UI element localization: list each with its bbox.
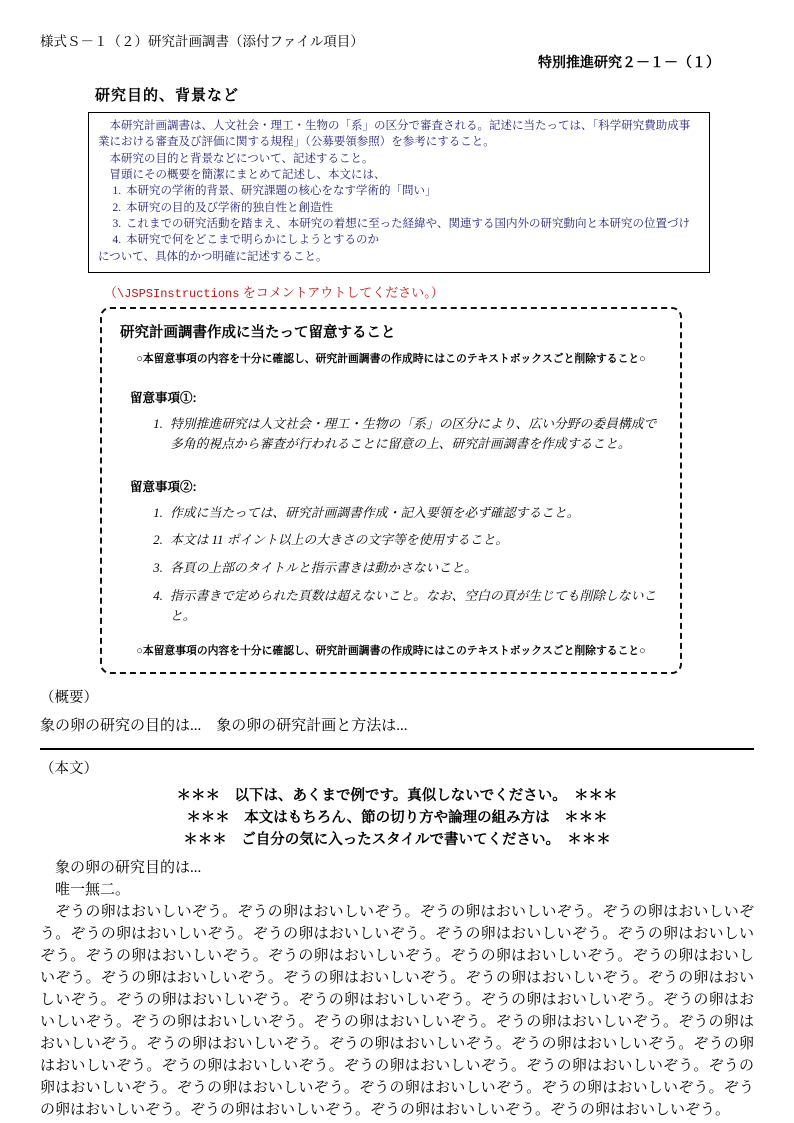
section-title: 研究目的、背景など xyxy=(95,87,240,104)
red-note-suffix: をコメントアウトしてください。） xyxy=(239,284,444,300)
example-note-line: ＊＊＊ 本文はもちろん、節の切り方や論理の組み方は ＊＊＊ xyxy=(186,809,608,826)
summary-text: 象の卵の研究の目的は... 象の卵の研究計画と方法は... xyxy=(40,717,408,734)
notice-confirm-bottom: ○本留意事項の内容を十分に確認し、研究計画調書の作成時にはこのテキストボックスごと削除すること○ xyxy=(136,644,646,657)
example-note-line: ＊＊＊ ご自分の気に入ったスタイルで書いてください。 ＊＊＊ xyxy=(183,831,611,848)
instruction-item: 3. これまでの研究活動を踏まえ、本研究の着想に至った経緯や、関連する国内外の研究動向と本研究の位置づけ xyxy=(124,216,700,232)
notice-item: 3. 各頁の上部のタイトルと指示書きは動かさないこと。 xyxy=(166,559,662,579)
form-number: 様式Ｓ－１（２）研究計画調書（添付ファイル項目） xyxy=(40,34,364,49)
instruction-outro: について、具体的かつ明確に記述すること。 xyxy=(98,250,328,263)
document-code: 特別推進研究２－１－（１） xyxy=(538,56,720,71)
notice-item: 2. 本文は 11 ポイント以上の大きさの文字等を使用すること。 xyxy=(166,531,662,551)
egg-paragraph: ぞうの卵はおいしいぞう。ぞうの卵はおいしいぞう。ぞうの卵はおいしいぞう。ぞうの卵はおいしいぞう。ぞうの卵はおいしいぞう。ぞうの卵はおいしいぞう。ぞうの卵はおいしいぞう。ぞうの卵はおいしいぞう。ぞうの卵はおいしいぞう。ぞうの卵はおいしいぞう。ぞうの卵はおいしいぞう。ぞうの卵はおいしいぞう。ぞうの卵はおいしいぞう。ぞうの卵はおいしいぞう。ぞうの卵はおいしいぞう。ぞうの卵はおいしいぞう。ぞうの卵はおいしいぞう。ぞうの卵はおいしいぞう。ぞうの卵はおいしいぞう。ぞうの卵はおいしいぞう。ぞうの卵はおいしいぞう。ぞうの卵はおいしいぞう。ぞうの卵はおいしいぞう。ぞうの卵はおいしいぞう。ぞうの卵はおいしいぞう。ぞうの卵はおいしいぞう。ぞうの卵はおいしいぞう。ぞうの卵はおいしいぞう。ぞうの卵はおいしいぞう。ぞうの卵はおいしいぞう。ぞうの卵はおいしいぞう。ぞうの卵はおいしいぞう。ぞうの卵はおいしいぞう。ぞうの卵はおいしいぞう。ぞうの卵はおいしいぞう。ぞうの卵はおいしいぞう。ぞうの卵はおいしいぞう。ぞうの卵はおいしいぞう。ぞうの卵はおいしいぞう。 xyxy=(40,903,754,1118)
body-unique-line: 唯一無二。 xyxy=(55,881,131,898)
summary-label: （概要） xyxy=(40,689,98,706)
notice-confirm-top: ○本留意事項の内容を十分に確認し、研究計画調書の作成時にはこのテキストボックスごと削除すること○ xyxy=(136,352,646,365)
notice-section2-list xyxy=(144,504,662,627)
notice-section1-label: 留意事項①: xyxy=(130,390,197,405)
section-divider xyxy=(40,748,754,750)
body-label: （本文） xyxy=(40,760,98,777)
notice-box xyxy=(100,307,682,674)
body-purpose-line: 象の卵の研究目的は... xyxy=(55,859,202,876)
instruction-item: 4. 本研究で何をどこまで明らかにしようとするのか xyxy=(124,232,700,248)
jsps-instructions-note xyxy=(104,282,754,301)
red-note-open-paren: （ xyxy=(104,284,118,300)
instruction-box xyxy=(88,112,710,273)
instruction-para-3: 冒頭にその概要を簡潔にまとめて記述し、本文には、 xyxy=(98,168,386,181)
instruction-para-1: 本研究計画調書は、人文社会・理工・生物の「系」の区分で審査される。記述に当たっては、「科学研究費助成事業における審査及び評価に関する規程」（公募要領参照）を参考にすること。 xyxy=(98,120,691,149)
jsps-macro-name: \JSPSInstructions xyxy=(117,286,240,301)
instruction-item-list xyxy=(102,183,700,248)
notice-box-title: 研究計画調書作成に当たって留意すること xyxy=(120,324,396,341)
notice-section1-list xyxy=(144,415,662,455)
instruction-item: 2. 本研究の目的及び学術的独自性と創造性 xyxy=(124,200,700,216)
instruction-item: 1. 本研究の学術的背景、研究課題の核心をなす学術的「問い」 xyxy=(124,183,700,199)
example-note-block xyxy=(40,785,754,851)
instruction-para-2: 本研究の目的と背景などについて、記述すること。 xyxy=(98,152,374,165)
example-note-line: ＊＊＊ 以下は、あくまで例です。真似しないでください。 ＊＊＊ xyxy=(176,787,618,804)
notice-item: 1. 作成に当たっては、研究計画調書作成・記入要領を必ず確認すること。 xyxy=(166,504,662,524)
notice-item: 4. 指示書きで定められた頁数は超えないこと。なお、空白の頁が生じても削除しないこと。 xyxy=(166,587,662,627)
notice-section2-label: 留意事項②: xyxy=(130,479,197,494)
notice-item: 1. 特別推進研究は人文社会・理工・生物の「系」の区分により、広い分野の委員構成で多角的視点から審査が行われることに留意の上、研究計画調書を作成すること。 xyxy=(166,415,662,455)
